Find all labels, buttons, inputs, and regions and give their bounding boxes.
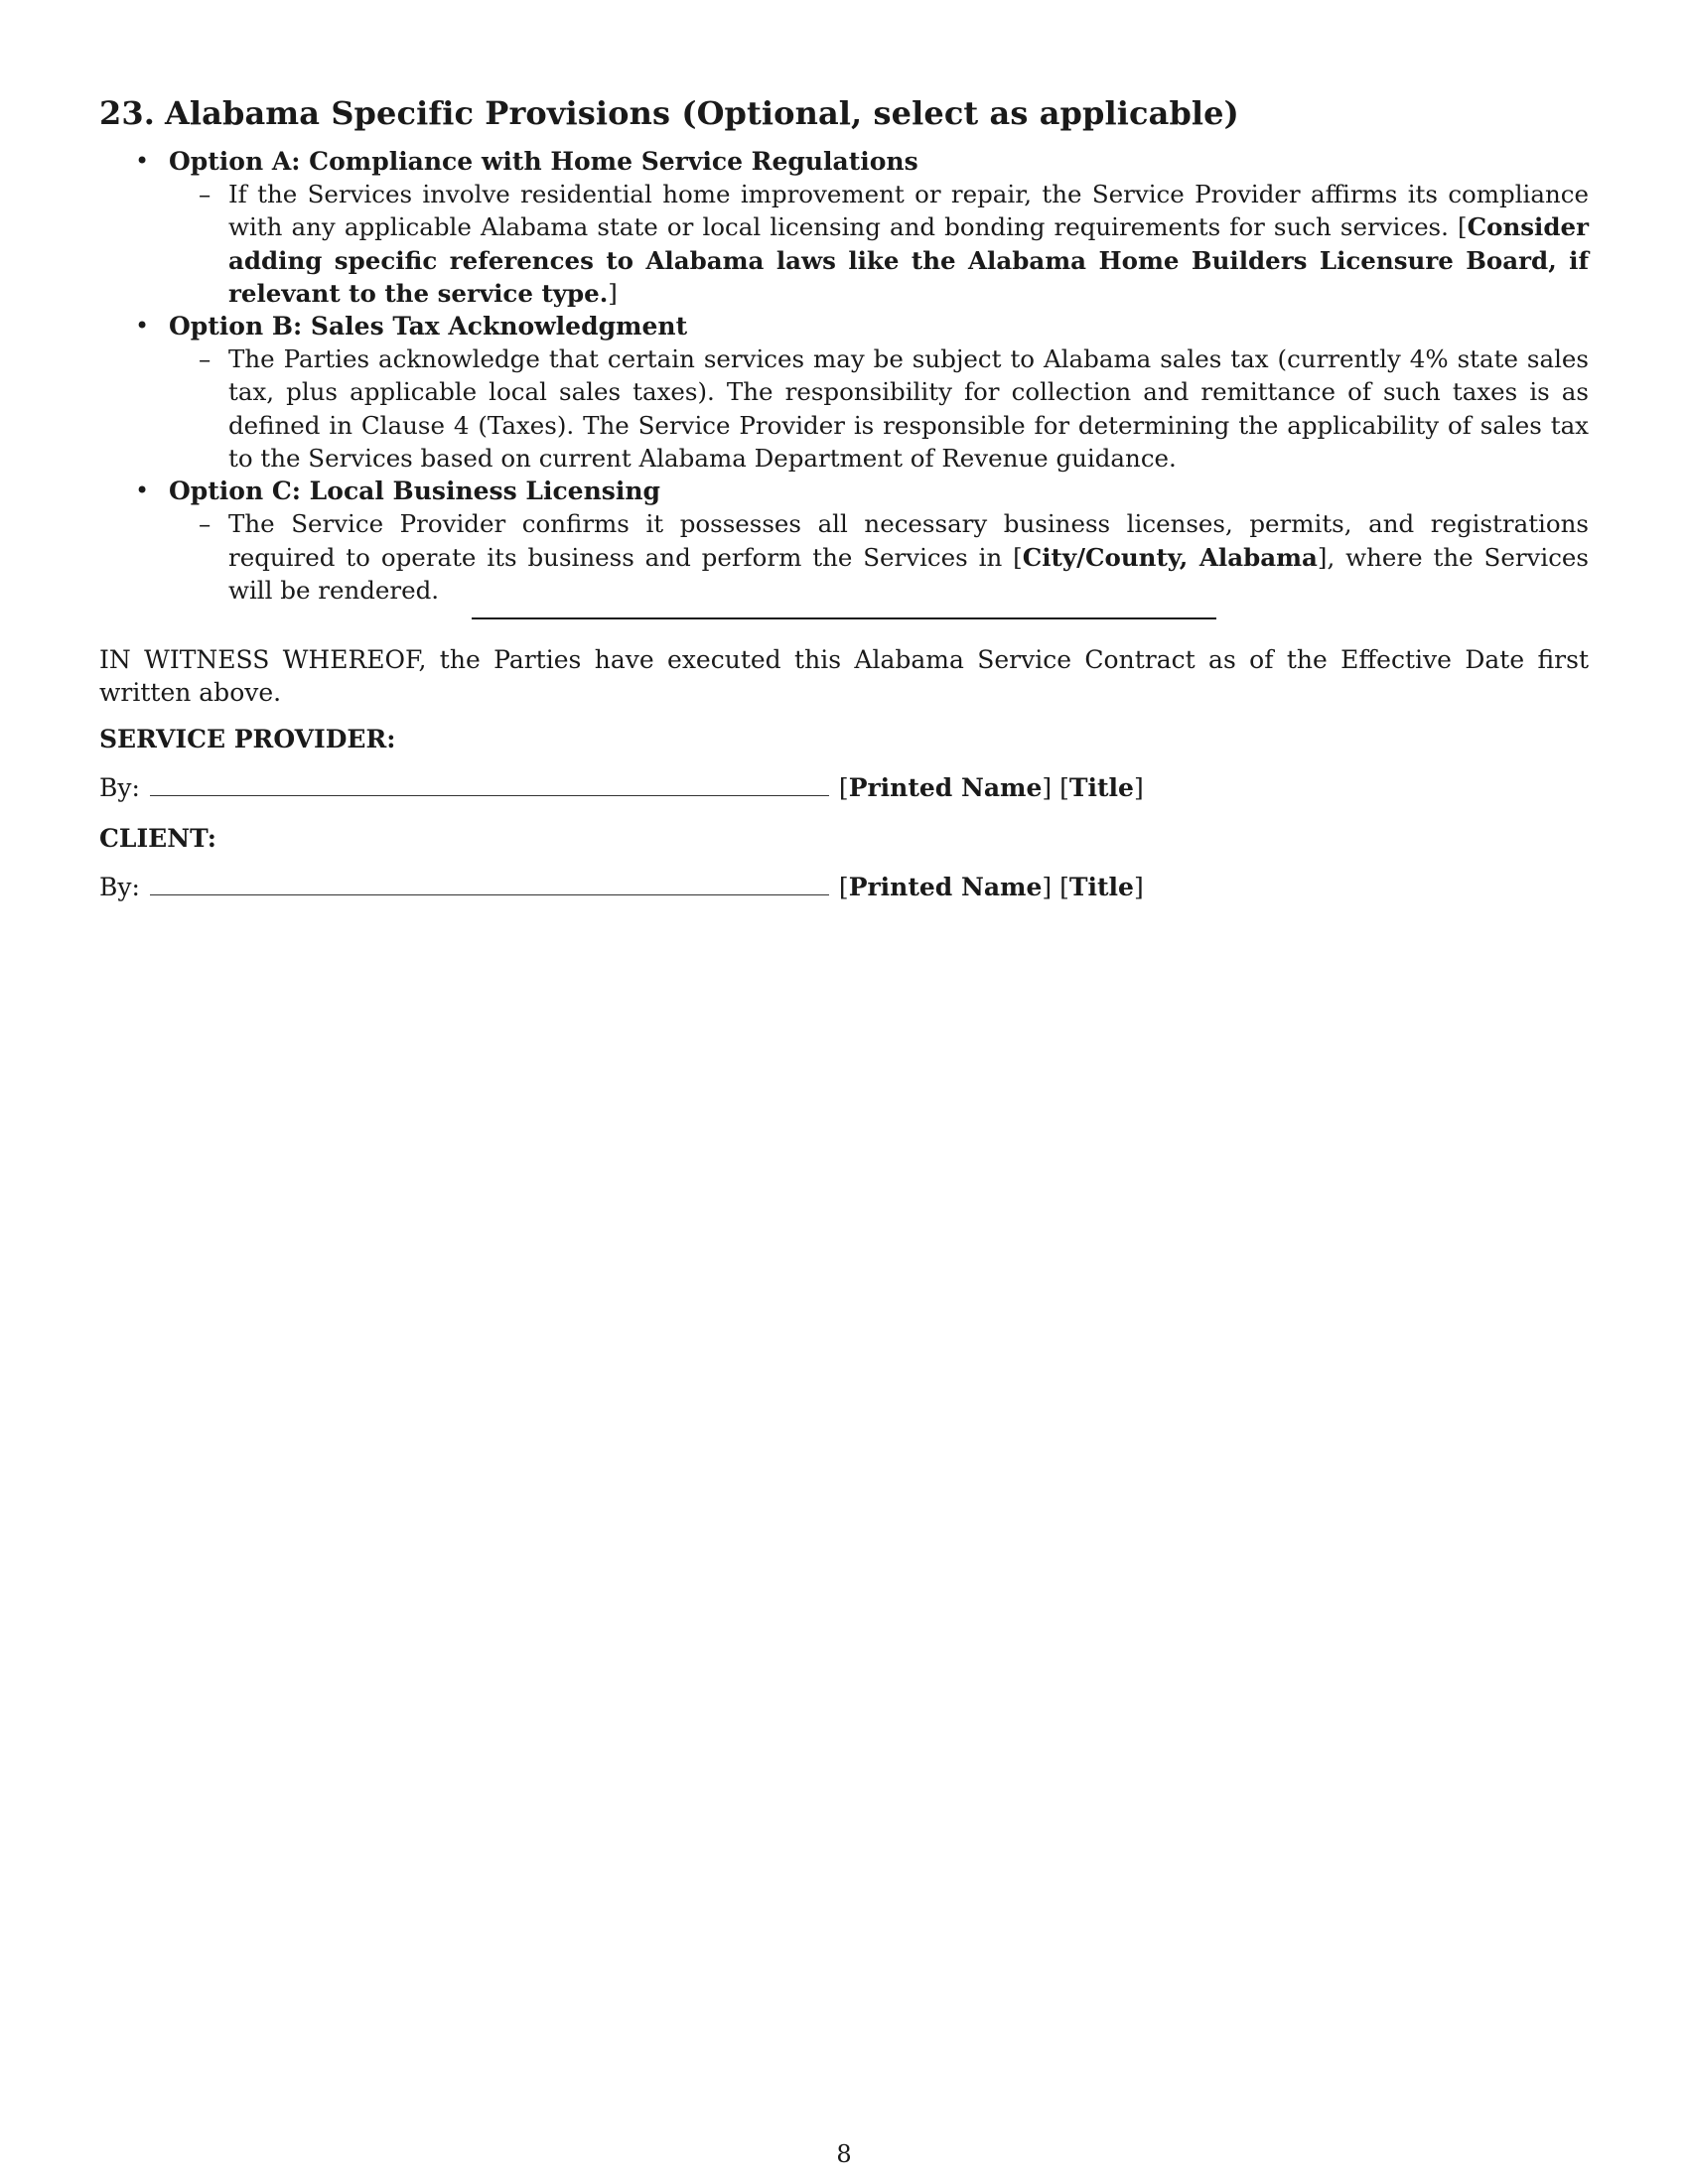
option-b-title: Option B: Sales Tax Acknowledgment <box>169 312 688 341</box>
bracket-open: [ <box>1013 542 1023 572</box>
title-placeholder: Title <box>1068 773 1134 802</box>
option-a-title: Option A: Compliance with Home Service Regulations <box>169 147 918 176</box>
options-list <box>99 145 1589 607</box>
service-provider-signature-field[interactable] <box>150 775 829 796</box>
by-label: By: <box>99 873 140 901</box>
bracket-open: [ <box>838 773 849 802</box>
printed-name-placeholder: Printed Name <box>848 773 1043 802</box>
option-a-text <box>169 178 1589 310</box>
bracket-open: [ <box>838 873 849 901</box>
bracket-open: [ <box>1059 873 1069 901</box>
option-c-details <box>169 507 1589 607</box>
section-divider <box>472 617 1216 619</box>
option-c-title: Option C: Local Business Licensing <box>169 477 660 506</box>
dash-icon: – <box>199 180 211 208</box>
service-provider-label: SERVICE PROVIDER: <box>99 725 396 753</box>
bracket-close: ] <box>1133 773 1144 802</box>
section-title: Alabama Specific Provisions (Optional, select as applicable) <box>164 94 1239 132</box>
bullet-icon: • <box>135 312 150 341</box>
bullet-icon: • <box>135 147 150 175</box>
option-a <box>99 145 1589 310</box>
bracket-close: ] <box>1042 773 1053 802</box>
option-b-body: The Parties acknowledge that certain services may be subject to Alabama sales tax (currently 4% state sales tax, plus applicable local sales taxes). The responsibility for collection and remittance of such taxes is as defined in Clause 4 (Taxes). The Service Provider is responsible for determining the applicability of sales tax to the Services based on current Alabama Department of Revenue guidance. <box>228 344 1589 474</box>
bracket-close: ] <box>1317 542 1328 572</box>
bracket-close: ] <box>1042 873 1053 901</box>
option-c <box>99 475 1589 607</box>
option-a-note: Consider adding specific references to Alabama laws like the Alabama Home Builders Licensure Board, if relevant to the service type. <box>228 212 1589 308</box>
witness-paragraph: IN WITNESS WHEREOF, the Parties have executed this Alabama Service Contract as of the Effective Date first written above. <box>99 645 1589 707</box>
client-signature-line <box>99 871 1144 903</box>
option-a-details <box>169 178 1589 310</box>
option-c-body-end: , where the Services will be rendered. <box>228 542 1589 605</box>
printed-name-placeholder: Printed Name <box>848 873 1043 901</box>
bracket-open: [ <box>1458 212 1468 242</box>
by-label: By: <box>99 773 140 802</box>
title-placeholder: Title <box>1068 873 1134 901</box>
page-number: 8 <box>836 2140 852 2168</box>
service-provider-signature-line <box>99 771 1144 804</box>
bracket-close: ] <box>608 278 618 308</box>
bracket-open: [ <box>1059 773 1069 802</box>
option-b-text <box>169 342 1589 475</box>
client-signature-field[interactable] <box>150 875 829 895</box>
option-b <box>99 310 1589 475</box>
dash-icon: – <box>199 509 211 539</box>
section-heading <box>99 91 1589 135</box>
dash-icon: – <box>199 344 211 374</box>
bracket-close: ] <box>1133 873 1144 901</box>
option-c-text <box>169 507 1589 607</box>
option-b-details <box>169 342 1589 475</box>
section-content <box>99 91 1589 607</box>
option-c-body-start: The Service Provider confirms it possesses all necessary business licenses, permits, and registrations required to operate its business and perform the Services in <box>228 509 1589 572</box>
option-a-body: If the Services involve residential home improvement or repair, the Service Provider affirms its compliance with any applicable Alabama state or local licensing and bonding requirements for such services. <box>228 180 1589 242</box>
option-c-location: City/County, Alabama <box>1022 542 1318 572</box>
section-number: 23. <box>99 94 155 132</box>
bullet-icon: • <box>135 477 150 505</box>
client-label: CLIENT: <box>99 824 217 853</box>
